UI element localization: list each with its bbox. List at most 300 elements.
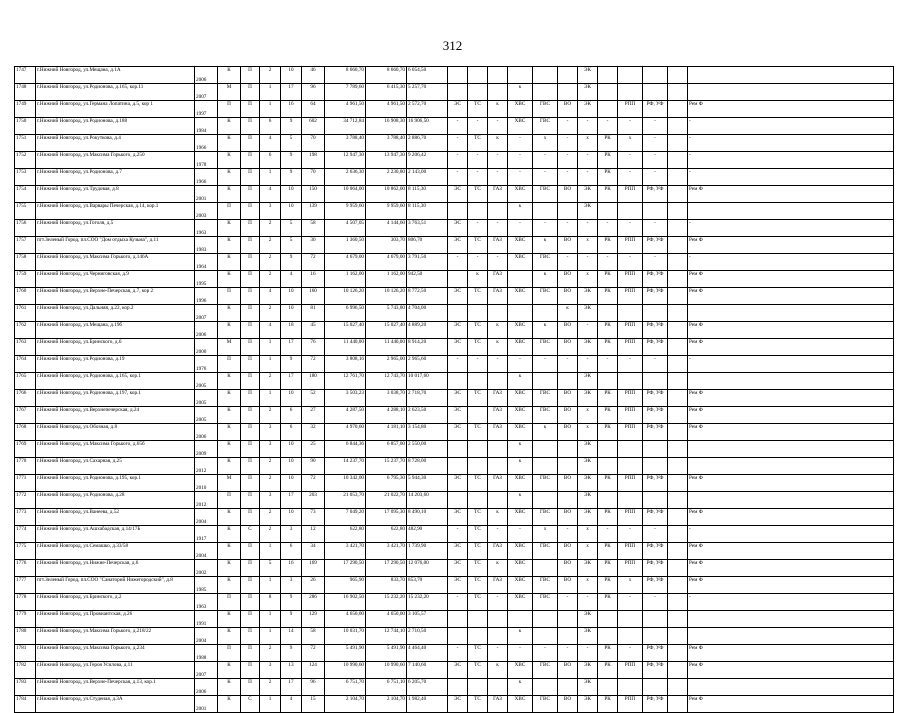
cell-area_total: 10 342,00 xyxy=(325,475,366,492)
cell-floors: 2 xyxy=(260,254,281,271)
cell-rk: РК xyxy=(598,645,618,662)
cell-last xyxy=(668,594,688,611)
cell-last xyxy=(668,662,688,679)
cell-rk: РК xyxy=(598,169,618,186)
cell-area_total: 12 761,70 xyxy=(325,373,366,390)
cell-year: 2001 xyxy=(195,186,218,203)
cell-el: - xyxy=(448,118,468,135)
cell-cls: П xyxy=(241,390,260,407)
cell-year: 2012 xyxy=(195,492,218,509)
cell-heat: ГВС xyxy=(533,594,558,611)
cell-rpp: РПП xyxy=(618,101,643,118)
table-row xyxy=(15,526,894,543)
cell-year: 2004 xyxy=(195,509,218,526)
cell-heat: - xyxy=(533,220,558,237)
cell-sewer: к xyxy=(508,84,533,101)
cell-rpp: РПП xyxy=(618,509,643,526)
cell-rk: РК xyxy=(598,696,618,713)
cell-heat xyxy=(533,203,558,220)
cell-gas_type: - xyxy=(468,254,488,271)
cell-vent: ЭК xyxy=(578,509,598,526)
cell-mat: К xyxy=(218,373,241,390)
cell-mat: К xyxy=(218,424,241,441)
cell-apartments: 160 xyxy=(302,288,325,305)
cell-mat: К xyxy=(218,118,241,135)
cell-sewer: ХВС xyxy=(508,339,533,356)
cell-gas_type xyxy=(468,373,488,390)
cell-address: г.Нижний Новгород, ул.Ванеева, д.52 xyxy=(36,509,195,526)
cell-el xyxy=(448,305,468,322)
cell-area_total: 4 961,50 xyxy=(325,101,366,118)
cell-apartments: 286 xyxy=(302,594,325,611)
cell-address: г.Нижний Новгород, ул.Родионова, д.165, кор.1 xyxy=(36,373,195,390)
cell-water: к xyxy=(488,322,508,339)
cell-year: 1988 xyxy=(195,645,218,662)
cell-mat: К xyxy=(218,628,241,645)
cell-apartments: 76 xyxy=(302,339,325,356)
cell-floors: 2 xyxy=(260,373,281,390)
cell-el: ЭС xyxy=(448,390,468,407)
cell-address: г.Нижний Новгород, ул.Верхне-Печерская, д.13, кор.1 xyxy=(36,679,195,696)
cell-extra xyxy=(688,679,894,696)
cell-entrances: 10 xyxy=(281,67,302,84)
cell-year: 1984 xyxy=(195,118,218,135)
cell-vent: х xyxy=(578,237,598,254)
cell-vent: ЭК xyxy=(578,696,598,713)
cell-cls: П xyxy=(241,475,260,492)
cell-mat: К xyxy=(218,254,241,271)
cell-entrances: 17 xyxy=(281,339,302,356)
cell-year: 1995 xyxy=(195,271,218,288)
cell-floors: 6 xyxy=(260,152,281,169)
cell-hotw xyxy=(558,628,578,645)
cell-last xyxy=(668,373,688,390)
cell-floors: 3 xyxy=(260,424,281,441)
cell-gas_type: ТС xyxy=(468,509,488,526)
cell-last xyxy=(668,254,688,271)
table-row xyxy=(15,407,894,424)
cell-rpp: - xyxy=(618,254,643,271)
cell-entrances: 10 xyxy=(281,288,302,305)
cell-apartments: 96 xyxy=(302,679,325,696)
cell-rpp: РПП xyxy=(618,186,643,203)
table-row xyxy=(15,203,894,220)
cell-heat xyxy=(533,560,558,577)
cell-rpp: РПП xyxy=(618,475,643,492)
cell-area_living: 21 022,70 xyxy=(366,492,407,509)
cell-address: г.Нижний Новгород, ул.Дальняя, д.22, кор.2 xyxy=(36,305,195,322)
cell-address: г.Нижний Новгород, ул.Родионова, д.197, кор.1 xyxy=(36,390,195,407)
cell-rpp: РПП xyxy=(618,288,643,305)
cell-heat: ГВС xyxy=(533,696,558,713)
cell-area_total: 6 996,50 xyxy=(325,305,366,322)
cell-extra: Рем Ф xyxy=(688,288,894,305)
cell-no: 1783 xyxy=(15,679,36,696)
cell-area_total: 1 162,00 xyxy=(325,271,366,288)
cell-sewer: ХВС xyxy=(508,390,533,407)
table-row xyxy=(15,543,894,560)
cell-rpp: х xyxy=(618,577,643,594)
cell-rf: - xyxy=(643,152,668,169)
cell-gas_type: - xyxy=(468,220,488,237)
cell-last xyxy=(668,84,688,101)
cell-area_living: 6 795,30 xyxy=(366,475,407,492)
cell-entrances: 5 xyxy=(281,220,302,237)
cell-gas_type: ТС xyxy=(468,543,488,560)
cell-el: ЭС xyxy=(448,475,468,492)
cell-year: 1976 xyxy=(195,356,218,373)
cell-cls: П xyxy=(241,611,260,628)
cell-extra: - xyxy=(688,254,894,271)
cell-mat: П xyxy=(218,594,241,611)
cell-sewer: ХВС xyxy=(508,322,533,339)
cell-el: ЭС xyxy=(448,560,468,577)
cell-last xyxy=(668,458,688,475)
cell-last xyxy=(668,407,688,424)
cell-no: 1779 xyxy=(15,611,36,628)
cell-year: 2005 xyxy=(195,373,218,390)
cell-el: ЭС xyxy=(448,407,468,424)
cell-no: 1772 xyxy=(15,492,36,509)
cell-no: 1764 xyxy=(15,356,36,373)
cell-area_total: 17 290,50 xyxy=(325,560,366,577)
cell-no: 1748 xyxy=(15,84,36,101)
cell-year: 2006 xyxy=(195,424,218,441)
cell-address: г.Нижний Новгород, ул.Обозная, д.8 xyxy=(36,424,195,441)
cell-mat: К xyxy=(218,67,241,84)
cell-rf: РФ, УФ xyxy=(643,237,668,254)
cell-last xyxy=(668,169,688,186)
cell-no: 1762 xyxy=(15,322,36,339)
cell-rf xyxy=(643,611,668,628)
cell-area_total: 9 959,60 xyxy=(325,203,366,220)
cell-cls: П xyxy=(241,458,260,475)
cell-area_living: 2 230,80 xyxy=(366,169,407,186)
cell-area_living: 6 415,30 xyxy=(366,84,407,101)
cell-cls: П xyxy=(241,424,260,441)
cell-area_living: 5 491,90 xyxy=(366,645,407,662)
cell-year: 2004 xyxy=(195,543,218,560)
cell-floors: 1 xyxy=(260,696,281,713)
cell-area_apts: 2 886,70 xyxy=(407,135,448,152)
cell-mat: К xyxy=(218,237,241,254)
page-number: 312 xyxy=(442,38,463,53)
cell-cls: П xyxy=(241,288,260,305)
cell-el xyxy=(448,458,468,475)
cell-floors: 3 xyxy=(260,441,281,458)
cell-hotw: ВО xyxy=(558,662,578,679)
cell-area_total: 10 126,20 xyxy=(325,288,366,305)
cell-gas_type: ТС xyxy=(468,594,488,611)
cell-entrances: 6 xyxy=(281,424,302,441)
cell-apartments: 124 xyxy=(302,662,325,679)
cell-extra xyxy=(688,373,894,390)
cell-rk: РК xyxy=(598,407,618,424)
cell-area_apts: 10 017,60 xyxy=(407,373,448,390)
cell-floors: 3 xyxy=(260,492,281,509)
cell-area_living: 2 104,70 xyxy=(366,696,407,713)
table-row xyxy=(15,424,894,441)
cell-area_apts: 4 704,00 xyxy=(407,305,448,322)
cell-area_apts: 2 710,50 xyxy=(407,628,448,645)
cell-extra: Рем Ф xyxy=(688,407,894,424)
cell-vent: ЭК xyxy=(578,628,598,645)
cell-last xyxy=(668,696,688,713)
cell-hotw xyxy=(558,611,578,628)
cell-area_apts: 806,70 xyxy=(407,237,448,254)
cell-rf xyxy=(643,679,668,696)
cell-area_total: 15 027,40 xyxy=(325,322,366,339)
cell-area_apts: 8 772,50 xyxy=(407,288,448,305)
cell-entrances: 10 xyxy=(281,509,302,526)
cell-entrances: 14 xyxy=(281,628,302,645)
cell-sewer: ХВС xyxy=(508,288,533,305)
cell-el: - xyxy=(448,135,468,152)
cell-sewer: ХВС xyxy=(508,696,533,713)
cell-apartments: 96 xyxy=(302,84,325,101)
cell-rf: РФ, УФ xyxy=(643,339,668,356)
cell-gas_type xyxy=(468,611,488,628)
table-row xyxy=(15,509,894,526)
cell-heat xyxy=(533,305,558,322)
cell-water: - xyxy=(488,526,508,543)
cell-el: - xyxy=(448,645,468,662)
cell-vent: - xyxy=(578,254,598,271)
cell-area_living: 12 743,70 xyxy=(366,373,407,390)
cell-rpp: РПП xyxy=(618,339,643,356)
table-row xyxy=(15,186,894,203)
cell-heat: ГВС xyxy=(533,186,558,203)
cell-address: г.Нижний Новгород, ул.Германа Лопатина, д.5, кор 1 xyxy=(36,101,195,118)
cell-area_apts: 5 944,30 xyxy=(407,475,448,492)
cell-area_apts: 2 623,50 xyxy=(407,407,448,424)
cell-vent: х xyxy=(578,543,598,560)
cell-area_living: 4 181,10 xyxy=(366,424,407,441)
cell-rk: РК xyxy=(598,390,618,407)
cell-area_living: 2 965,00 xyxy=(366,356,407,373)
cell-address: г.Нижний Новгород, ул.Верхне-Печерская, д.7, кор 2 xyxy=(36,288,195,305)
cell-area_apts: 4 889,20 xyxy=(407,322,448,339)
cell-entrances: 6 xyxy=(281,543,302,560)
cell-sewer: - xyxy=(508,135,533,152)
cell-rpp: РПП xyxy=(618,322,643,339)
cell-extra: - xyxy=(688,220,894,237)
cell-rf: - xyxy=(643,254,668,271)
cell-address: г.Нижний Новгород, ул.Студеная, д.3А xyxy=(36,696,195,713)
cell-gas_type: - xyxy=(468,356,488,373)
cell-heat: к xyxy=(533,237,558,254)
cell-area_living: 15 237,70 xyxy=(366,458,407,475)
cell-area_total: 10 990,60 xyxy=(325,662,366,679)
cell-apartments: 46 xyxy=(302,67,325,84)
cell-year: 2007 xyxy=(195,84,218,101)
cell-hotw xyxy=(558,679,578,696)
cell-no: 1768 xyxy=(15,424,36,441)
cell-hotw: ВО xyxy=(558,560,578,577)
cell-address: г.Нижний Новгород, ул.Максима Горького, д.218/22 xyxy=(36,628,195,645)
cell-floors: 4 xyxy=(260,135,281,152)
cell-area_apts: 15 232,20 xyxy=(407,594,448,611)
cell-address: г.Нижний Новгород, ул.Верхнепечерская, д.24 xyxy=(36,407,195,424)
cell-el: ЭС xyxy=(448,509,468,526)
cell-heat xyxy=(533,441,558,458)
cell-extra: - xyxy=(688,118,894,135)
cell-mat: К xyxy=(218,526,241,543)
cell-rpp: РПП xyxy=(618,662,643,679)
cell-area_living: 4 144,60 xyxy=(366,220,407,237)
cell-sewer: ХВС xyxy=(508,475,533,492)
cell-water: ГАЗ xyxy=(488,288,508,305)
cell-heat: ГВС xyxy=(533,509,558,526)
cell-extra: Рем Ф xyxy=(688,322,894,339)
cell-cls: П xyxy=(241,645,260,662)
cell-area_living: 9 959,60 xyxy=(366,203,407,220)
cell-apartments: 150 xyxy=(302,186,325,203)
cell-hotw xyxy=(558,373,578,390)
cell-apartments: 198 xyxy=(302,152,325,169)
cell-sewer: ХВС xyxy=(508,577,533,594)
cell-apartments: 12 xyxy=(302,526,325,543)
cell-area_total: 3 421,70 xyxy=(325,543,366,560)
cell-rf xyxy=(643,203,668,220)
cell-cls: П xyxy=(241,628,260,645)
cell-hotw: - xyxy=(558,526,578,543)
cell-hotw: - xyxy=(558,254,578,271)
cell-year: 1983 xyxy=(195,237,218,254)
cell-area_living: 8 660,70 xyxy=(366,67,407,84)
cell-cls: П xyxy=(241,577,260,594)
cell-vent: ЭК xyxy=(578,288,598,305)
cell-last xyxy=(668,509,688,526)
cell-address: г.Нижний Новгород, ул.Максима Горького, д.234 xyxy=(36,645,195,662)
cell-rf: РФ, УФ xyxy=(643,475,668,492)
cell-floors: 1 xyxy=(260,611,281,628)
cell-rk: РК xyxy=(598,271,618,288)
cell-rk: РК xyxy=(598,152,618,169)
cell-area_living: 12 744,10 xyxy=(366,628,407,645)
cell-heat: - xyxy=(533,645,558,662)
cell-cls: П xyxy=(241,441,260,458)
cell-cls: П xyxy=(241,543,260,560)
cell-area_living: 17 290,50 xyxy=(366,560,407,577)
cell-area_apts: 2 965,60 xyxy=(407,356,448,373)
cell-cls: П xyxy=(241,118,260,135)
cell-sewer: к xyxy=(508,203,533,220)
cell-area_living: 10 126,20 xyxy=(366,288,407,305)
cell-entrances: 9 xyxy=(281,254,302,271)
cell-area_apts: 8 728,00 xyxy=(407,458,448,475)
cell-floors: 4 xyxy=(260,322,281,339)
cell-water xyxy=(488,67,508,84)
cell-sewer xyxy=(508,305,533,322)
cell-apartments: 90 xyxy=(302,458,325,475)
cell-area_living: 10 862,00 xyxy=(366,186,407,203)
cell-cls: П xyxy=(241,271,260,288)
cell-rk: РК xyxy=(598,339,618,356)
cell-year: 2001 xyxy=(195,696,218,713)
cell-area_living: 10 990,60 xyxy=(366,662,407,679)
cell-cls: П xyxy=(241,237,260,254)
cell-apartments: 72 xyxy=(302,645,325,662)
cell-cls: П xyxy=(241,67,260,84)
cell-hotw xyxy=(558,203,578,220)
cell-extra: - xyxy=(688,594,894,611)
cell-el: ЭС xyxy=(448,424,468,441)
cell-floors: 2 xyxy=(260,305,281,322)
cell-rk xyxy=(598,611,618,628)
cell-gas_type: ТС xyxy=(468,135,488,152)
cell-vent: х xyxy=(578,135,598,152)
cell-area_apts: 6 205,70 xyxy=(407,679,448,696)
cell-entrances: 10 xyxy=(281,186,302,203)
cell-year: 1978 xyxy=(195,152,218,169)
cell-apartments: 169 xyxy=(302,560,325,577)
cell-address: г.Нижний Новгород, ул.Мещана, д.19б xyxy=(36,322,195,339)
cell-entrances: 4 xyxy=(281,696,302,713)
cell-heat: - xyxy=(533,356,558,373)
cell-last xyxy=(668,237,688,254)
cell-area_apts: 1 739,90 xyxy=(407,543,448,560)
cell-area_total: 965,90 xyxy=(325,577,366,594)
cell-el: ЭС xyxy=(448,101,468,118)
table-row xyxy=(15,611,894,628)
cell-heat xyxy=(533,373,558,390)
cell-no: 1752 xyxy=(15,152,36,169)
cell-water xyxy=(488,373,508,390)
cell-rf: - xyxy=(643,356,668,373)
cell-heat: ГВС xyxy=(533,254,558,271)
table-row xyxy=(15,339,894,356)
cell-last xyxy=(668,560,688,577)
cell-no: 1750 xyxy=(15,118,36,135)
cell-apartments: 72 xyxy=(302,254,325,271)
cell-el xyxy=(448,84,468,101)
cell-area_apts: 3 763,51 xyxy=(407,220,448,237)
cell-extra: Рем Ф xyxy=(688,645,894,662)
cell-cls: П xyxy=(241,407,260,424)
table-row xyxy=(15,492,894,509)
cell-heat: ГВС xyxy=(533,101,558,118)
cell-water: ГАЗ xyxy=(488,577,508,594)
cell-rk: РК xyxy=(598,577,618,594)
cell-rf: РФ, УФ xyxy=(643,271,668,288)
cell-rpp xyxy=(618,84,643,101)
cell-area_total: 14 237,70 xyxy=(325,458,366,475)
cell-rk: - xyxy=(598,526,618,543)
cell-last xyxy=(668,322,688,339)
cell-entrances: 10 xyxy=(281,475,302,492)
cell-heat xyxy=(533,67,558,84)
cell-last xyxy=(668,67,688,84)
cell-area_total: 3 788,40 xyxy=(325,135,366,152)
cell-last xyxy=(668,577,688,594)
cell-year: 2006 xyxy=(195,67,218,84)
cell-rpp xyxy=(618,458,643,475)
cell-rf: - xyxy=(643,220,668,237)
cell-sewer: ХВС xyxy=(508,543,533,560)
cell-entrances: 10 xyxy=(281,441,302,458)
cell-area_total: 12 947,30 xyxy=(325,152,366,169)
cell-area_apts: 9 206,42 xyxy=(407,152,448,169)
cell-el xyxy=(448,373,468,390)
cell-water xyxy=(488,203,508,220)
cell-rpp: - xyxy=(618,220,643,237)
cell-rk xyxy=(598,305,618,322)
cell-rk: РК xyxy=(598,237,618,254)
cell-last xyxy=(668,475,688,492)
cell-heat: ГВС xyxy=(533,475,558,492)
cell-sewer: ХВС xyxy=(508,237,533,254)
